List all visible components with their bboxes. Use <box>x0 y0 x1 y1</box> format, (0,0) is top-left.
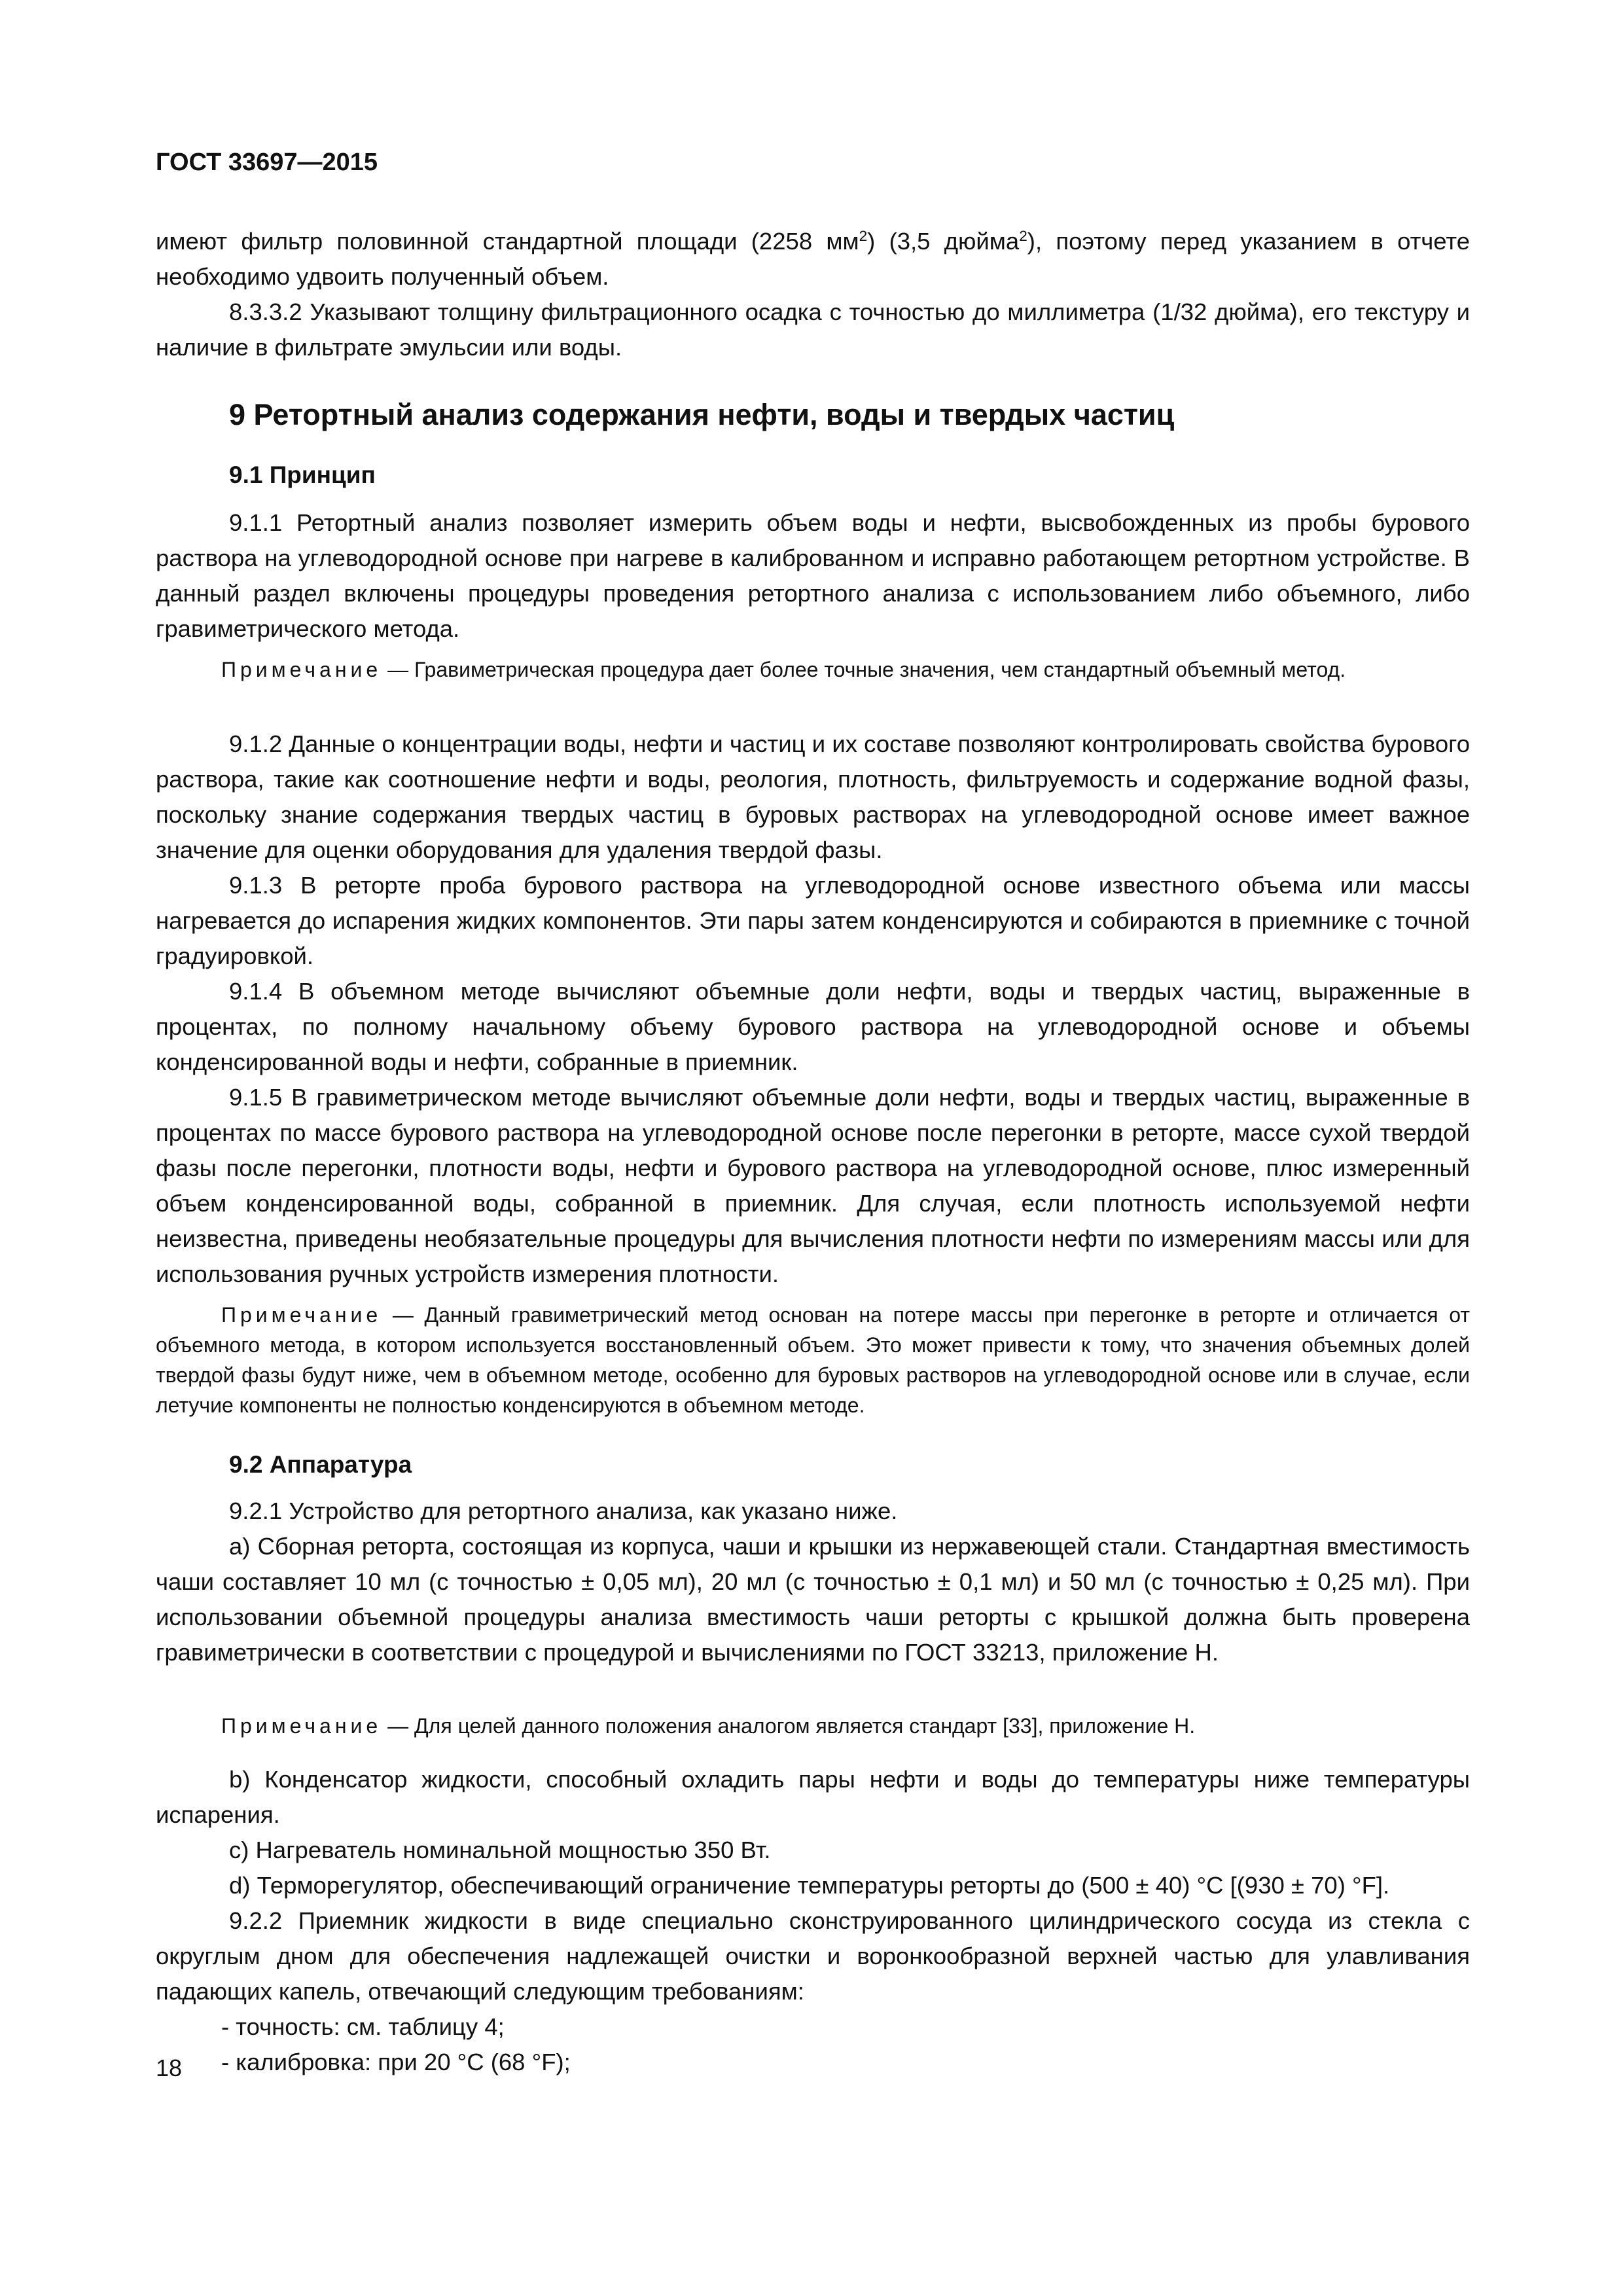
note-dash: — <box>382 1714 414 1738</box>
items-b-to-9-2-2 <box>156 1762 1470 2080</box>
paragraph-9-1-1: 9.1.1 Ретортный анализ позволяет измерить объем воды и нефти, высвобожденных из пробы бурового раствора на углеводородной основе при нагреве в калиброванном и исправно работающем ретортном устройстве. В данный раздел включены процедуры проведения ретортного анализа с использованием либо объемного, либо гравиметрического метода. <box>156 509 1470 642</box>
superscript: 2 <box>1019 227 1027 244</box>
note-2-block <box>156 1300 1470 1420</box>
item-a: а) Сборная реторта, состоящая из корпуса, чаши и крышки из нержавеющей стали. Стандартная вместимость чаши составляет 10 мл (с точностью ± 0,05 мл), 20 мл (с точностью ± 0,1 мл) и 50 мл (с точностью ± 0,25 мл). При использовании объемной процедуры анализа вместимость чаши реторты с крышкой должна быть проверена гравиметрически в соответствии с процедурой и вычислениями по ГОСТ 33213, приложение Н. <box>156 1533 1470 1666</box>
note-label: Примечание <box>221 1714 382 1738</box>
paragraph-9-2-1: 9.2.1 Устройство для ретортного анализа, как указано ниже. <box>229 1498 898 1524</box>
note-1 <box>156 655 1470 685</box>
paragraph-9-2-2: 9.2.2 Приемник жидкости в виде специально сконструированного цилиндрического сосуда из стекла с округлым дном для обеспечения надлежащей очистки и воронкообразной верхней частью для улавливания падающих капель, отвечающий следующим требованиям: <box>156 1907 1470 2005</box>
paragraph-8-3-3-2: 8.3.3.2 Указывают толщину фильтрационного осадка с точностью до миллиметра (1/32 дюйма), его текстуру и наличие в фильтрате эмульсии или воды. <box>156 298 1470 361</box>
note-3-text: Для целей данного положения аналогом является стандарт [33], приложение Н. <box>414 1714 1196 1738</box>
note-label: Примечание <box>221 1303 382 1327</box>
item-c: c) Нагреватель номинальной мощностью 350 Вт. <box>229 1837 771 1863</box>
superscript: 2 <box>859 227 868 244</box>
paragraph-9-1-5: 9.1.5 В гравиметрическом методе вычисляют объемные доли нефти, воды и твердых частиц, выраженные в процентах по массе бурового раствора на углеводородной основе после перегонки в реторте, массе сухой твердой фазы после перегонки, плотности воды, нефти и бурового раствора на углеводородной основе, плюс измеренный объем конденсированной воды, собранной в приемник. Для случая, если плотность используемой нефти неизвестна, приведены необязательные процедуры для вычисления плотности нефти по измерениям массы или для использования ручных устройств измерения плотности. <box>156 1084 1470 1287</box>
continuation-text-c: ), поэтому перед указанием в отчете необходимо удвоить полученный объем. <box>156 228 1470 290</box>
list-item: - калибровка: при 20 °С (68 °F); <box>221 2049 571 2075</box>
note-dash: — <box>382 1303 425 1327</box>
document-header: ГОСТ 33697—2015 <box>156 149 378 176</box>
note-1-text: Гравиметрическая процедура дает более точные значения, чем стандартный объемный метод. <box>414 658 1346 681</box>
continuation-text-b: ) (3,5 дюйма <box>867 228 1020 255</box>
note-label: Примечание <box>221 658 382 681</box>
paragraph-9-1-3: 9.1.3 В реторте проба бурового раствора на углеводородной основе известного объема или массы нагревается до испарения жидких компонентов. Эти пары затем конденсируются и собираются в приемнике с точной градуировкой. <box>156 872 1470 969</box>
note-3 <box>156 1711 1470 1741</box>
note-2 <box>156 1300 1470 1420</box>
continuation-text-a: имеют фильтр половинной стандартной площади (2258 мм <box>156 228 859 255</box>
continuation-block <box>156 224 1470 365</box>
item-d: d) Терморегулятор, обеспечивающий ограничение температуры реторты до (500 ± 40) °С [(930 ± 70) °F]. <box>229 1872 1390 1899</box>
subsection-9-1-title: 9.1 Принцип <box>229 461 376 488</box>
note-3-block <box>156 1711 1470 1741</box>
paragraph-9-1-4: 9.1.4 В объемном методе вычисляют объемные доли нефти, воды и твердых частиц, выраженные в процентах, по полному начальному объему бурового раствора на углеводородной основе и объемы конденсированной воды и нефти, собранные в приемник. <box>156 978 1470 1075</box>
section-9-1-block <box>156 505 1470 647</box>
paragraphs-9-1-2-to-9-1-5 <box>156 726 1470 1292</box>
list-item: - точность: см. таблицу 4; <box>221 2013 505 2040</box>
subsection-9-2-title: 9.2 Аппаратура <box>229 1451 412 1478</box>
section-9-2-block <box>156 1494 1470 1670</box>
note-2-text: Данный гравиметрический метод основан на потере массы при перегонке в реторте и отличается от объемного метода, в котором используется восстановленный объем. Это может привести к тому, что значения объемных долей твердой фазы будут ниже, чем в объемном методе, особенно для буровых растворов на углеводородной основе или в случае, если летучие компоненты не полностью конденсируются в объемном методе. <box>156 1303 1471 1417</box>
page-number: 18 <box>156 2054 183 2081</box>
paragraph-9-1-2: 9.1.2 Данные о концентрации воды, нефти и частиц и их составе позволяют контролировать свойства бурового раствора, такие как соотношение нефти и воды, реология, плотность, фильтруемость и содержание водной фазы, поскольку знание содержания твердых частиц в буровых растворах на углеводородной основе имеет важное значение для оценки оборудования для удаления твердой фазы. <box>156 730 1470 863</box>
note-dash: — <box>382 658 414 681</box>
continuation-paragraph <box>156 224 1470 295</box>
note-1-block <box>156 655 1470 685</box>
item-b: b) Конденсатор жидкости, способный охладить пары нефти и воды до температуры ниже температуры испарения. <box>156 1766 1470 1828</box>
section-9-title: 9 Ретортный анализ содержания нефти, воды и твердых частиц <box>229 398 1175 431</box>
